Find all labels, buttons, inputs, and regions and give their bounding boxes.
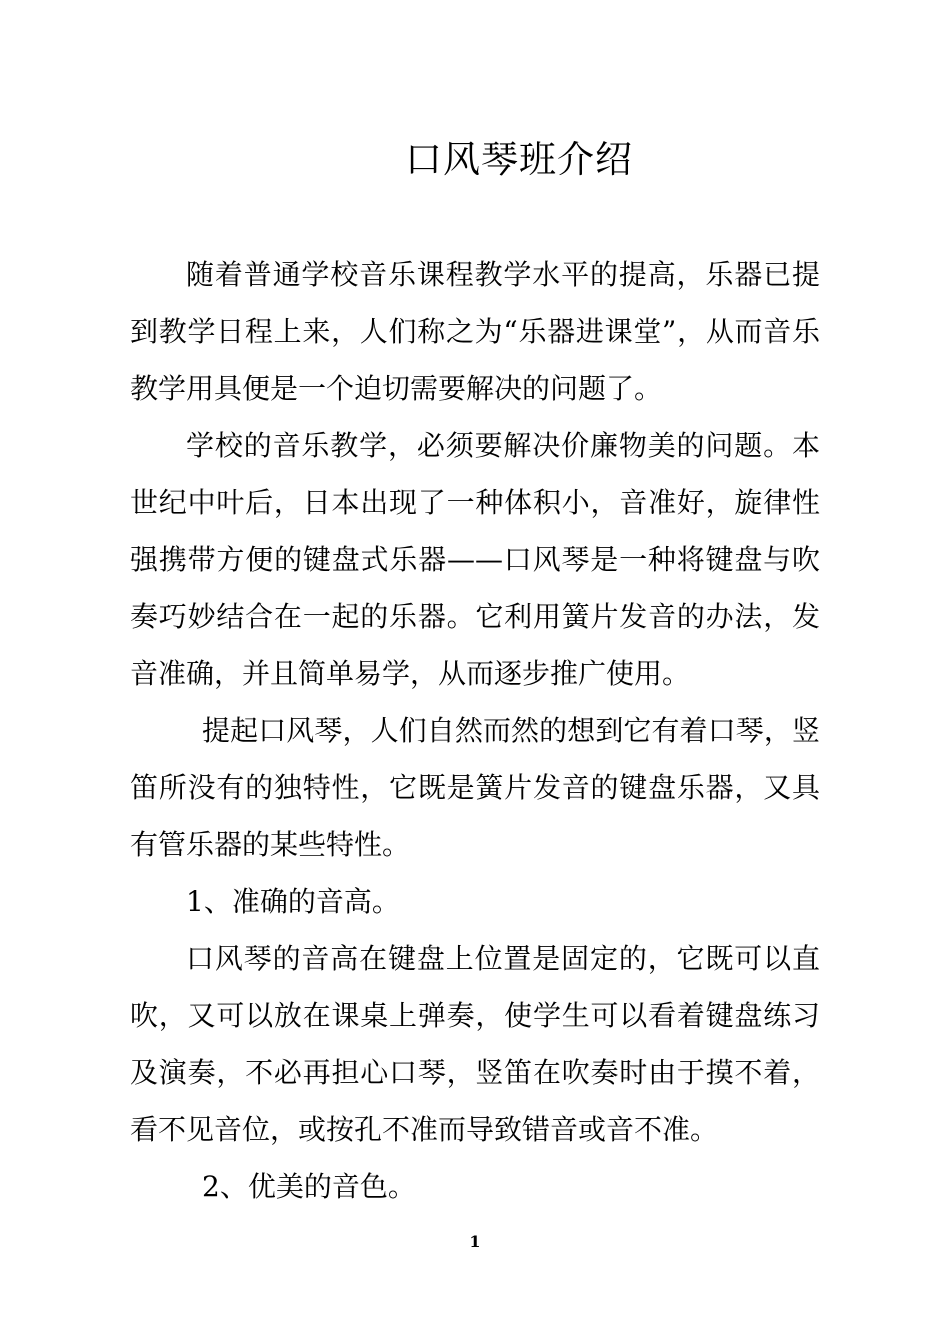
document-title: 口风琴班介绍 bbox=[405, 138, 633, 181]
page-number: 1 bbox=[469, 1232, 481, 1251]
document-body bbox=[130, 246, 820, 1215]
paragraph-background: 学校的音乐教学，必须要解决价廉物美的问题。本世纪中叶后，日本出现了一种体积小，音准好，旋律性强携带方便的键盘式乐器——口风琴是一种将键盘与吹奏巧妙结合在一起的乐器。它利用簧片发音的办法，发音准确，并且简单易学，从而逐步推广使用。 bbox=[130, 429, 820, 690]
paragraph-pitch: 口风琴的音高在键盘上位置是固定的，它既可以直吹，又可以放在课桌上弹奏，使学生可以看着键盘练习及演奏，不必再担心口琴，竖笛在吹奏时由于摸不着，看不见音位，或按孔不准而导致错音或音不准。 bbox=[130, 942, 820, 1146]
section-heading-pitch: 1、准确的音高。 bbox=[186, 885, 400, 918]
section-heading-timbre: 2、优美的音色。 bbox=[202, 1170, 416, 1203]
paragraph-features: 提起口风琴，人们自然而然的想到它有着口琴，竖笛所没有的独特性，它既是簧片发音的键盘乐器，又具有管乐器的某些特性。 bbox=[130, 714, 820, 861]
paragraph-intro: 随着普通学校音乐课程教学水平的提高，乐器已提到教学日程上来，人们称之为“乐器进课堂”，从而音乐教学用具便是一个迫切需要解决的问题了。 bbox=[130, 258, 820, 405]
